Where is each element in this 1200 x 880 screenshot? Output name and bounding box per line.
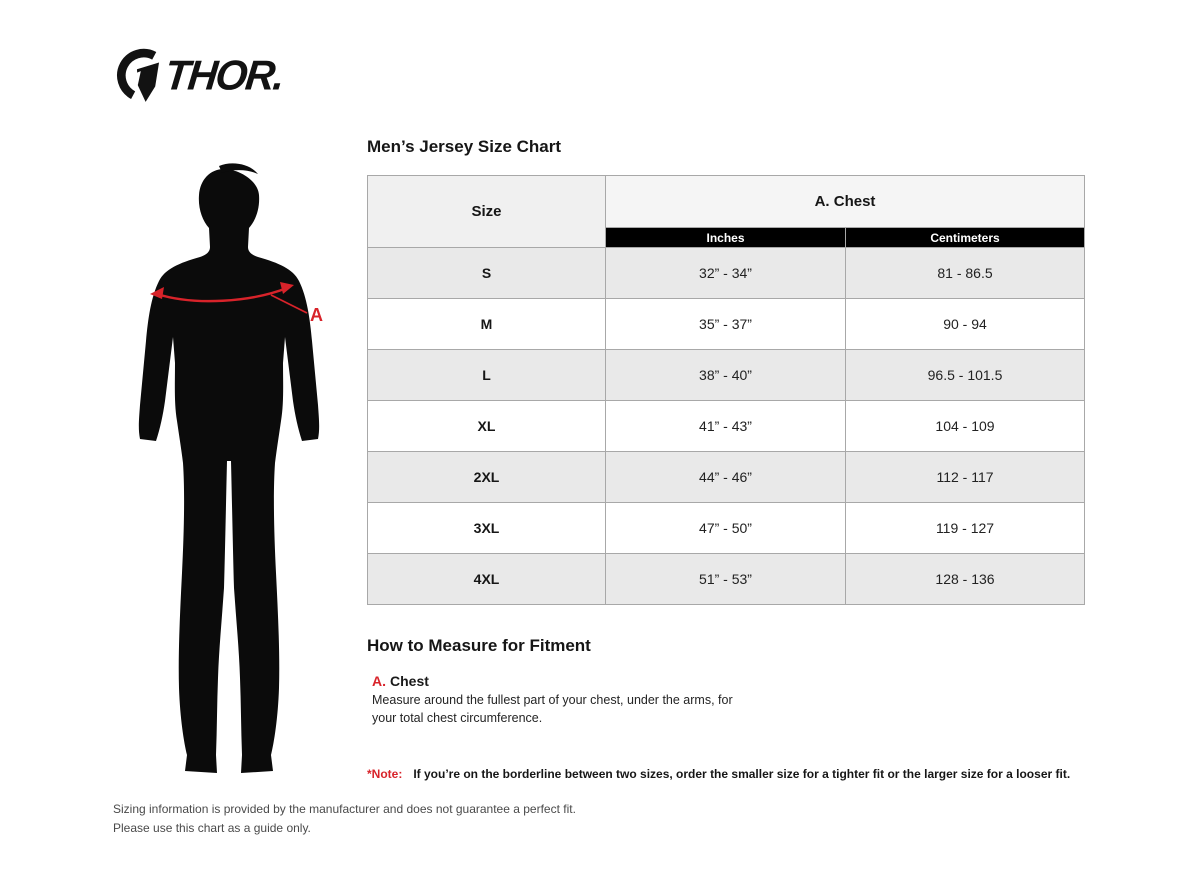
thor-ram-icon xyxy=(112,46,160,104)
table-row xyxy=(368,248,1085,299)
inches-cell: 38” - 40” xyxy=(606,350,846,401)
inches-cell: 47” - 50” xyxy=(606,503,846,554)
cm-cell: 90 - 94 xyxy=(846,299,1085,350)
table-row xyxy=(368,503,1085,554)
measure-item-chest xyxy=(372,673,429,689)
thor-logo xyxy=(112,46,286,104)
chest-group-header: A. Chest xyxy=(606,176,1085,228)
cm-cell: 128 - 136 xyxy=(846,554,1085,605)
size-cell: XL xyxy=(368,401,606,452)
table-row xyxy=(368,554,1085,605)
size-table xyxy=(367,175,1085,605)
size-cell: 3XL xyxy=(368,503,606,554)
cm-cell: 119 - 127 xyxy=(846,503,1085,554)
table-row xyxy=(368,299,1085,350)
table-row xyxy=(368,401,1085,452)
table-header-row xyxy=(368,176,1085,228)
measure-label: Chest xyxy=(390,673,429,689)
size-cell: L xyxy=(368,350,606,401)
inches-cell: 32” - 34” xyxy=(606,248,846,299)
measure-key: A. xyxy=(372,673,386,689)
disclaimer-line-1: Sizing information is provided by the manufacturer and does not guarantee a perfect fit. xyxy=(113,802,576,816)
measure-description: Measure around the fullest part of your chest, under the arms, for your total chest circumference. xyxy=(372,693,733,726)
note-label: *Note: xyxy=(367,767,403,781)
inches-unit-header: Inches xyxy=(606,228,846,248)
size-cell: S xyxy=(368,248,606,299)
cm-cell: 112 - 117 xyxy=(846,452,1085,503)
size-cell: M xyxy=(368,299,606,350)
male-silhouette xyxy=(123,163,348,778)
inches-cell: 44” - 46” xyxy=(606,452,846,503)
note-text: If you’re on the borderline between two sizes, order the smaller size for a tighter fit or the larger size for a looser fit. xyxy=(413,767,1071,781)
inches-cell: 51” - 53” xyxy=(606,554,846,605)
inches-cell: 41” - 43” xyxy=(606,401,846,452)
table-row xyxy=(368,452,1085,503)
size-column-header: Size xyxy=(368,176,606,248)
disclaimer xyxy=(113,800,576,838)
cm-cell: 81 - 86.5 xyxy=(846,248,1085,299)
inches-cell: 35” - 37” xyxy=(606,299,846,350)
measurement-label-a: A xyxy=(310,305,323,325)
silhouette-body xyxy=(139,169,319,773)
size-cell: 2XL xyxy=(368,452,606,503)
page-title: Men’s Jersey Size Chart xyxy=(367,137,562,156)
thor-logo-text: THOR. xyxy=(162,51,286,98)
disclaimer-line-2: Please use this chart as a guide only. xyxy=(113,821,311,836)
table-row xyxy=(368,350,1085,401)
cm-cell: 104 - 109 xyxy=(846,401,1085,452)
sizing-note xyxy=(367,767,1070,781)
size-cell: 4XL xyxy=(368,554,606,605)
measure-heading: How to Measure for Fitment xyxy=(367,636,591,655)
centimeters-unit-header: Centimeters xyxy=(846,228,1085,248)
cm-cell: 96.5 - 101.5 xyxy=(846,350,1085,401)
